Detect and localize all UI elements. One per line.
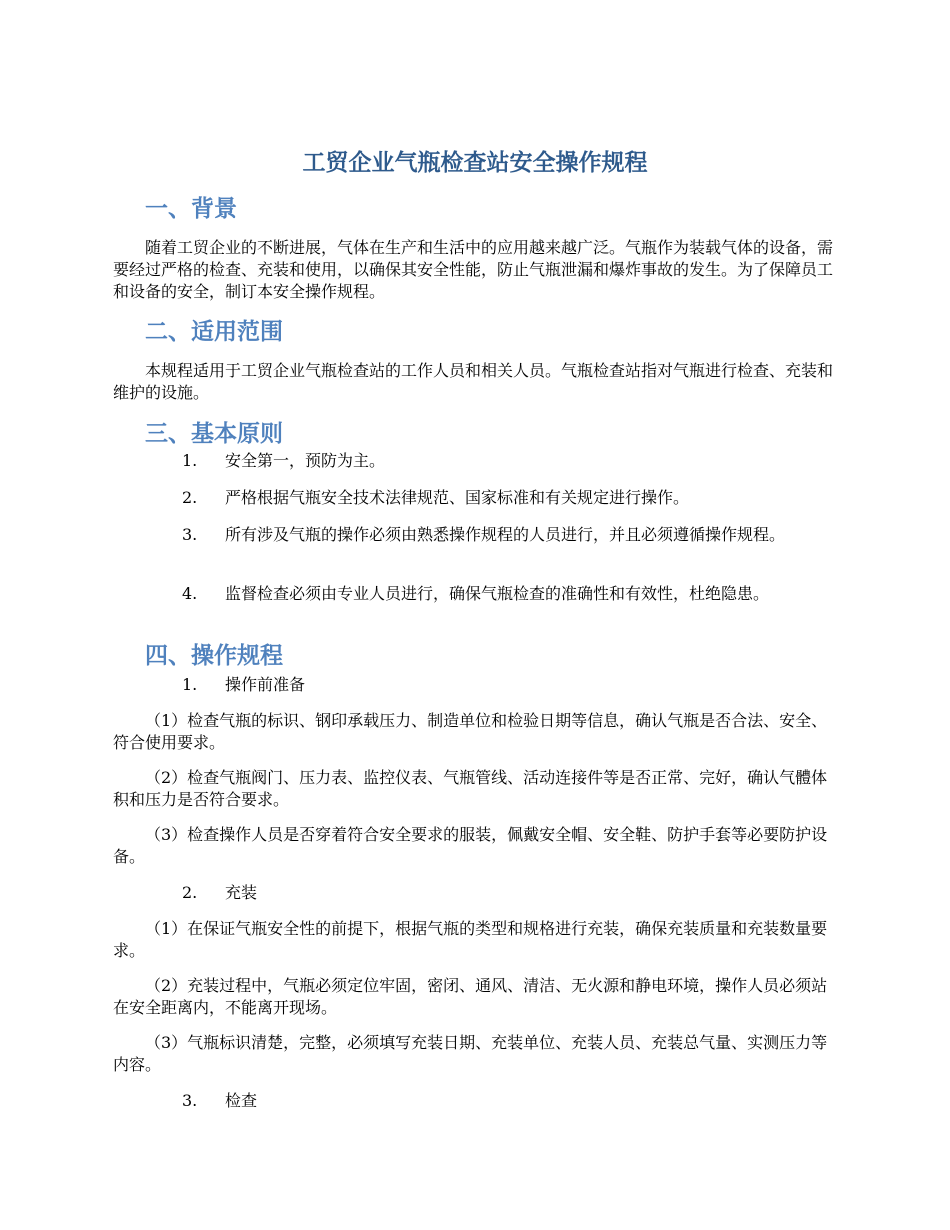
subsection-heading xyxy=(150,882,842,904)
section-heading-background: 一、背景 xyxy=(145,196,237,222)
section-heading-procedures: 四、操作规程 xyxy=(145,643,283,669)
paragraph-step: （3）气瓶标识清楚，完整，必须填写充装日期、充装单位、充装人员、充装总气量、实测压力等内容。 xyxy=(113,1033,828,1074)
paragraph-scope: 本规程适用于工贸企业气瓶检查站的工作人员和相关人员。气瓶检查站指对气瓶进行检查、充装和维护的设施。 xyxy=(113,361,834,402)
list-item xyxy=(150,583,842,605)
section-heading-scope: 二、适用范围 xyxy=(145,319,283,345)
list-item-text: 安全第一，预防为主。 xyxy=(225,451,386,470)
section-heading-principles: 三、基本原则 xyxy=(145,421,283,447)
document-title: 工贸企业气瓶检查站安全操作规程 xyxy=(302,150,648,176)
paragraph-step: （1）在保证气瓶安全性的前提下，根据气瓶的类型和规格进行充装，确保充装质量和充装数量要求。 xyxy=(113,919,828,960)
paragraph-background: 随着工贸企业的不断进展，气体在生产和生活中的应用越来越广泛。气瓶作为装载气体的设备，需要经过严格的检查、充装和使用，以确保其安全性能，防止气瓶泄漏和爆炸事故的发生。为了保障员工和设备的安全，制订本安全操作规程。 xyxy=(113,238,834,301)
subsection-label: 充装 xyxy=(225,883,258,902)
list-item-text: 严格根据气瓶安全技术法律规范、国家标准和有关规定进行操作。 xyxy=(225,488,690,507)
list-item xyxy=(150,450,842,472)
list-item-number: 3. xyxy=(182,525,198,544)
list-item-number: 1. xyxy=(182,451,198,470)
subsection-heading xyxy=(150,1090,842,1112)
paragraph-step: （2）检查气瓶阀门、压力表、监控仪表、气瓶管线、活动连接件等是否正常、完好，确认气體体积和压力是否符合要求。 xyxy=(113,768,828,809)
list-item xyxy=(150,524,842,546)
list-item-number: 4. xyxy=(182,584,198,603)
paragraph-step: （2）充装过程中，气瓶必须定位牢固，密闭、通风、清洁、无火源和静电环境，操作人员必须站在安全距离内，不能离开现场。 xyxy=(113,976,828,1017)
paragraph-step: （1）检查气瓶的标识、钢印承载压力、制造单位和检验日期等信息，确认气瓶是否合法、安全、符合使用要求。 xyxy=(113,711,828,752)
subsection-number: 3. xyxy=(182,1091,198,1110)
list-item-text: 所有涉及气瓶的操作必须由熟悉操作规程的人员进行，并且必须遵循操作规程。 xyxy=(225,525,786,544)
subsection-heading xyxy=(150,674,842,696)
paragraph-step: （3）检查操作人员是否穿着符合安全要求的服装，佩戴安全帽、安全鞋、防护手套等必要防护设备。 xyxy=(113,825,828,866)
subsection-label: 检查 xyxy=(225,1091,258,1110)
subsection-number: 1. xyxy=(182,675,198,694)
list-item xyxy=(150,487,842,509)
list-item-number: 2. xyxy=(182,488,198,507)
list-item-text: 监督检查必须由专业人员进行，确保气瓶检查的准确性和有效性，杜绝隐患。 xyxy=(225,584,770,603)
subsection-label: 操作前准备 xyxy=(225,675,306,694)
subsection-number: 2. xyxy=(182,883,198,902)
